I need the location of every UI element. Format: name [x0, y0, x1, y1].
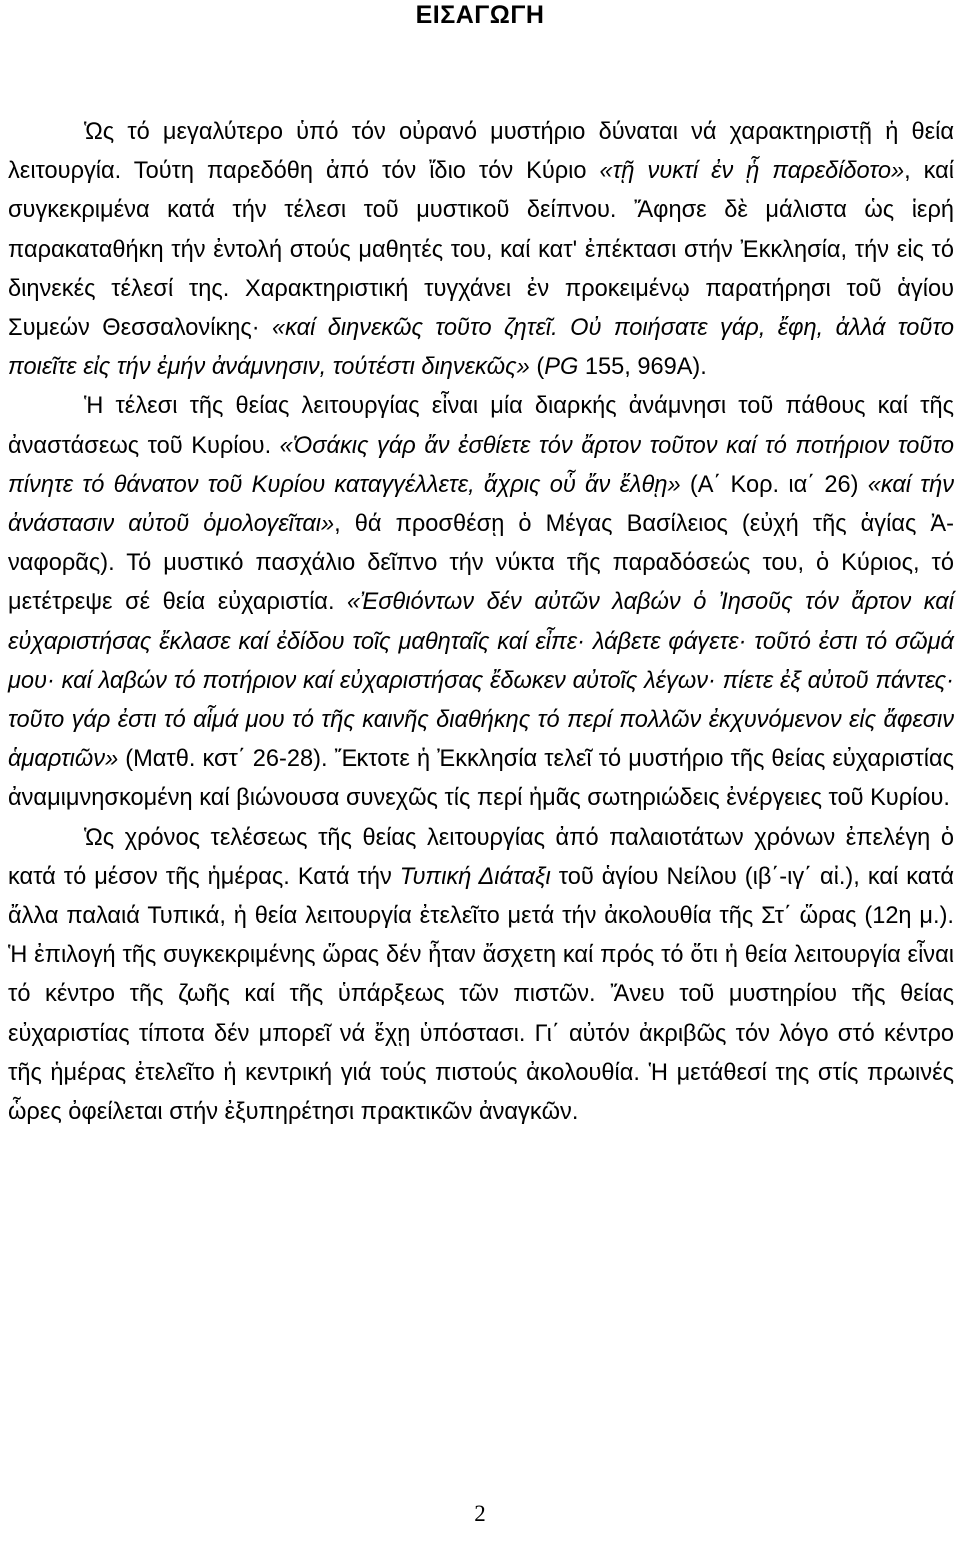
text-run: , καί συγκεκριμένα κατά τήν τέλεσι τοῦ μυστικοῦ δείπνου. Ἄφησε δὲ μάλιστα ὡς ἱερή παρακαταθήκη τήν ἐντολή στούς μαθητές του, καί κατ' ἐπέκτασι στήν Ἐκκλησία, τήν εἰς τό διηνεκές τέλεσί της. Χαρακτηριστική τυγχάνει ἐν προκειμένῳ παρατήρησι τοῦ ἁγίου Συμεών Θεσσαλονίκης· [8, 158, 954, 342]
quote-run: «καί τήν ἀνάστασιν αὐτοῦ ὁμολογεῖται» [8, 471, 955, 538]
text-run: 155, 969Α). [578, 354, 707, 381]
paragraph-2 [8, 387, 954, 818]
text-run: Ὡς χρόνος τελέσεως τῆς θείας λειτουργίας ἀπό παλαιοτάτων χρόνων ἐπελέγη ὁ κατά τό μέσον τῆς ἡμέρας. Κατά τήν [8, 824, 954, 890]
text-run: (Ματθ. κστ΄ 26-28). Ἔκτοτε ἡ Ἐκκλησία τελεῖ τό μυστήριο τῆς θείας εὐχαριστίας ἀναμιμνησκομένη καί βιώνουσα συνεχῶς τίς περί ἡμᾶς σωτηριώδεις ἐνέργειες τοῦ Κυρίου. [8, 746, 954, 812]
text-run: , θά προσθέσῃ ὁ Μέγας Βασίλειος (εὐχή τῆς ἁγίας Ἀναφορᾶς). Τό μυστικό πασχάλιο δεῖπνο τήν νύκτα τῆς παραδόσεώς του, ὁ Κύριος, τό μετέτρεψε σέ θεία εὐχαριστία. [8, 511, 954, 616]
book-title-run: Τυπική Διάταξι [399, 863, 551, 890]
text-run: ( [529, 354, 545, 381]
quote-run: «Ἐσθιόντων δέν αὐτῶν λαβών ὁ Ἰησοῦς τόν ἄρτον καί εὐχαριστήσας ἔκλασε καί ἐδίδου τοῖς μαθηταῖς καί εἶπε· λάβετε φάγετε· τοῦτό ἐστι τό σῶμά μου· καί λαβών τό ποτήριον καί εὐχαριστήσας ἔδωκεν αὐτοῖς λέγων· πίετε ἐξ αὐτοῦ πάντες· τοῦτο γάρ ἐστι τό αἷμά μου τό τῆς καινῆς διαθήκης τό περί πολλῶν ἐκχυνόμενον εἰς ἄφεσιν ἁμαρτιῶν» [8, 589, 954, 773]
text-run: τοῦ ἁγίου Νείλου (ιβ΄-ιγ΄ αἰ.), καί κατά ἄλλα παλαιά Τυπικά, ἡ θεία λειτουργία ἐτελεῖτο μετά τήν ἀκολουθία τῆς Στ΄ ὥρας (12η μ.). Ἡ ἐπιλογή τῆς συγκεκριμένης ὥρας δέν ἦταν ἄσχετη καί πρός τό ὅτι ἡ θεία λειτουργία εἶναι τό κέντρο τῆς ζωῆς καί τῆς ὑπάρξεως τῶν πιστῶν. Ἄνευ τοῦ μυστηρίου τῆς θείας εὐχαριστίας τίποτα δέν μπορεῖ νά ἔχῃ ὑπόστασι. Γι΄ αὐτόν ἀκριβῶς τόν λόγο στό κέντρο τῆς ἡμέρας ἐτελεῖτο ἡ κεντρική γιά τούς πιστούς ἀκολουθία. Ἡ μετάθεσί της στίς πρωινές ὧρες ὀφείλεται στήν ἐξυπηρέτησι πρακτικῶν ἀναγκῶν. [8, 863, 955, 1126]
quote-run: «Ὁσάκις γάρ ἄν ἐσθίετε τόν ἄρτον τοῦτον καί τό ποτήριον τοῦτο πίνητε τό θάνατον τοῦ Κυρίου καταγγέλλετε, ἄχρις οὗ ἄν ἔλθῃ» [8, 432, 954, 498]
page-title: ΕΙΣΑΓΩΓΗ [415, 1, 545, 29]
quote-run: «καί διηνεκῶς τοῦτο ζητεῖ. Οὐ ποιήσατε γάρ, ἔφη, ἀλλά τοῦτο ποιεῖτε εἰς τήν ἐμήν ἀνάμνησιν, τούτέστι διηνεκῶς» [8, 315, 954, 381]
paragraph-3 [8, 819, 954, 1133]
citation-abbrev: PG [544, 354, 579, 381]
page-number: 2 [474, 1501, 486, 1526]
text-run: (Α΄ Κορ. ια΄ 26) [680, 471, 868, 498]
quote-run: «τῇ νυκτί ἐν ᾗ παρεδίδοτο» [599, 158, 905, 185]
body-text [8, 113, 954, 1132]
text-run: Ἡ τέλεσι τῆς θείας λειτουργίας εἶναι μία διαρκής ἀνάμνησι τοῦ πάθους καί τῆς ἀναστάσεως τοῦ Κυρίου. [8, 393, 954, 459]
text-run: Ὡς τό μεγαλύτερο ὑπό τόν οὐρανό μυστήριο δύναται νά χαρακτηριστῇ ἡ θεία λειτουργία. Τούτη παρεδόθη ἀπό τόν ἴδιο τόν Κύριο [8, 119, 954, 185]
paragraph-1 [8, 113, 954, 387]
